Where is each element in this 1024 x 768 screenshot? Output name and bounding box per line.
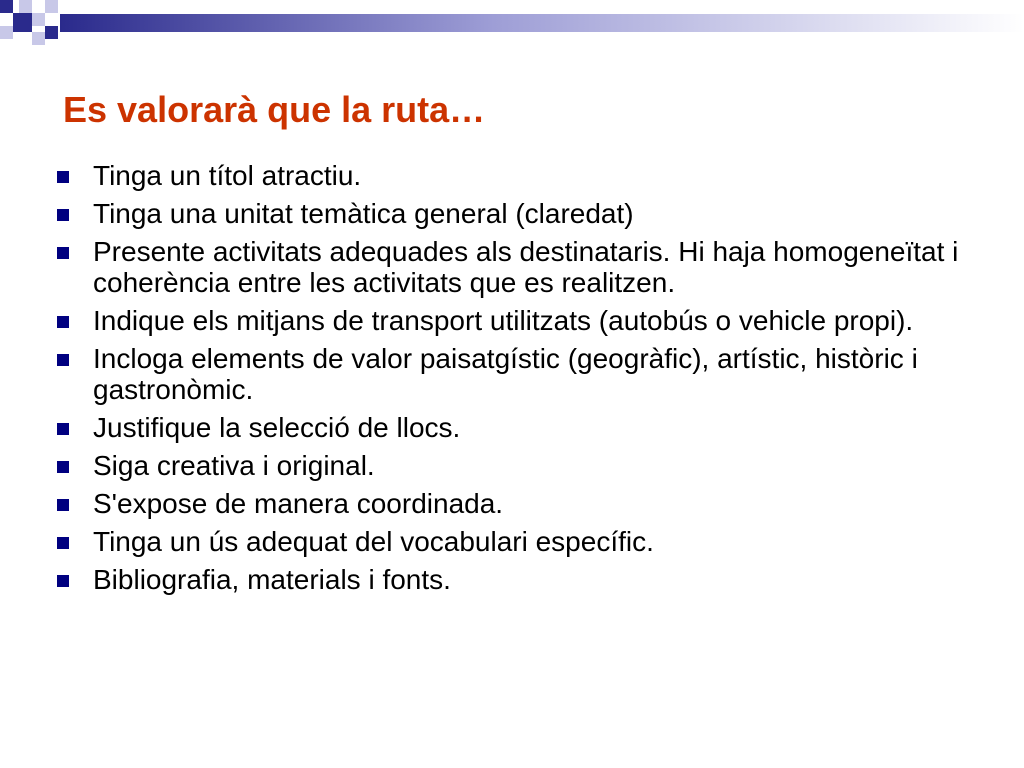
header-band-decoration [60,14,1024,32]
bullet-item [55,343,985,405]
header-squares-decoration [0,0,100,70]
bullet-text: Incloga elements de valor paisatgístic (geogràfic), artístic, històric i gastronòmic. [93,343,918,405]
bullet-item [55,526,985,557]
bullet-item [55,160,985,191]
bullet-item [55,488,985,519]
square-bullet-icon [57,171,69,183]
bullet-text: Tinga un títol atractiu. [93,160,362,191]
bullet-item [55,198,985,229]
bullet-text: Presente activitats adequades als destinataris. Hi haja homogeneïtat i coherència entre les activitats que es realitzen. [93,236,959,298]
bullet-item [55,412,985,443]
bullet-text: Bibliografia, materials i fonts. [93,564,451,595]
bullet-text: Justifique la selecció de llocs. [93,412,461,443]
bullet-item [55,305,985,336]
square-bullet-icon [57,499,69,511]
square-bullet-icon [57,354,69,366]
bullet-item [55,236,985,298]
bullet-list [55,160,985,602]
square-bullet-icon [57,247,69,259]
square-bullet-icon [57,537,69,549]
square-bullet-icon [57,209,69,221]
square-bullet-icon [57,316,69,328]
bullet-item [55,450,985,481]
square-bullet-icon [57,423,69,435]
bullet-text: Indique els mitjans de transport utilitzats (autobús o vehicle propi). [93,305,914,336]
bullet-text: Siga creativa i original. [93,450,375,481]
bullet-item [55,564,985,595]
bullet-text: S'expose de manera coordinada. [93,488,504,519]
bullet-text: Tinga un ús adequat del vocabulari específic. [93,526,654,557]
square-bullet-icon [57,461,69,473]
slide-title: Es valorarà que la ruta… [63,89,486,130]
bullet-text: Tinga una unitat temàtica general (claredat) [93,198,634,229]
square-bullet-icon [57,575,69,587]
